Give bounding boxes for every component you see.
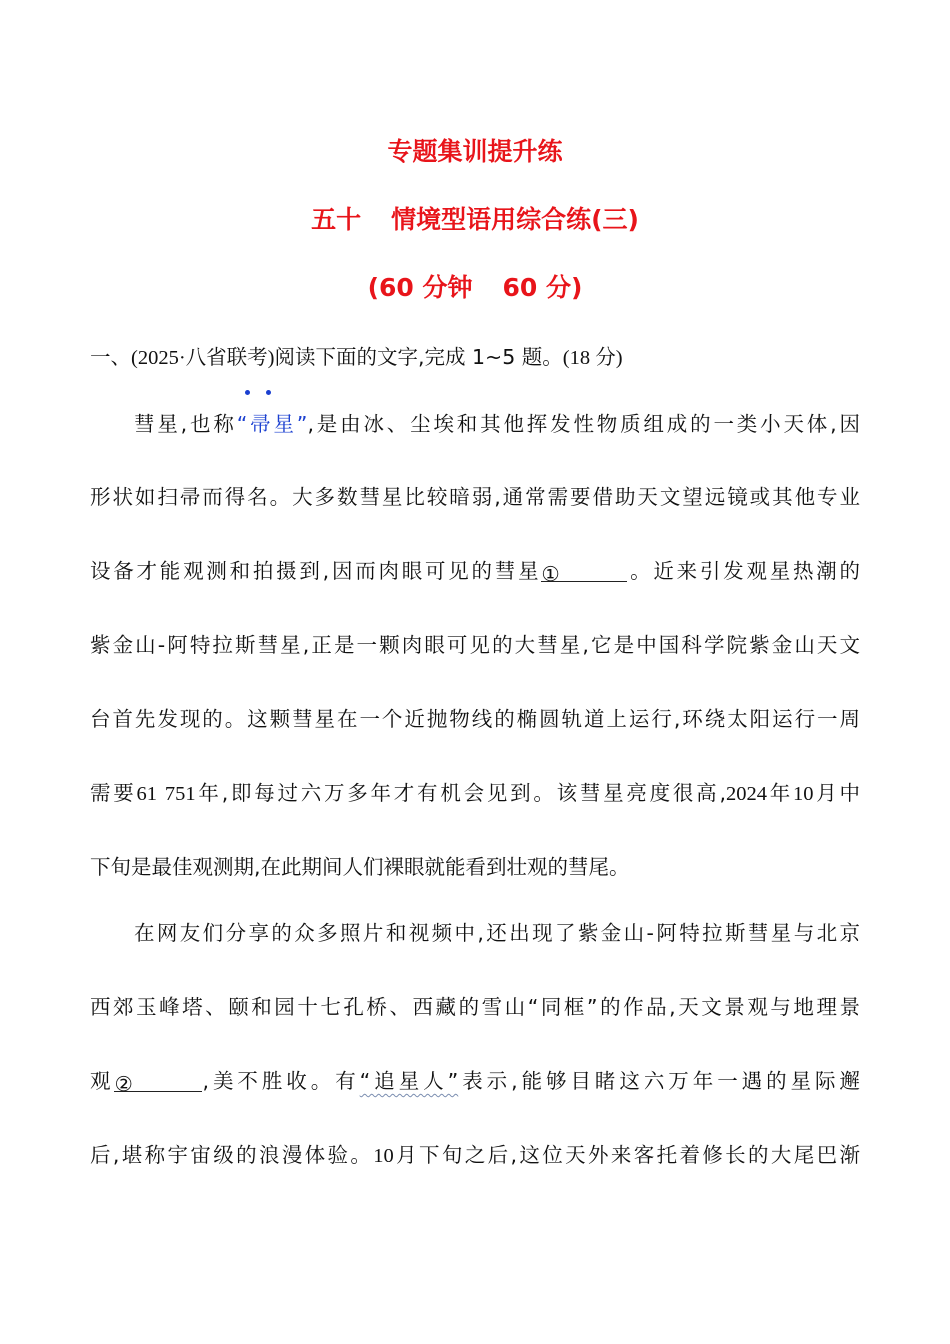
time-limit: (60 分钟 — [367, 273, 473, 302]
lesson-number: 五十 — [311, 205, 362, 234]
passage-line — [90, 409, 860, 439]
passage-text: 。近来引发观星热潮的 — [627, 559, 861, 583]
emphasized-term: “帚星” — [237, 412, 308, 436]
time-score-row — [0, 268, 950, 304]
passage-line: 西郊玉峰塔、颐和园十七孔桥、西藏的雪山“同框”的作品,天文景观与地理景 — [90, 995, 860, 1019]
passage-line: 在网友们分享的众多照片和视频中,还出现了紫金山-阿特拉斯彗星与北京 — [134, 921, 860, 945]
passage-line: 形状如扫帚而得名。大多数彗星比较暗弱,通常需要借助天文望远镜或其他专业 — [90, 485, 860, 509]
question-source: (2025·八省联考) — [131, 347, 275, 369]
question-instruction: 阅读下面的文字,完成 1~5 题。 — [274, 345, 563, 369]
emphasis-dot — [266, 390, 271, 395]
passage-line: 后,堪称宇宙级的浪漫体验。10月下旬之后,这位天外来客托着修长的大尾巴渐 — [90, 1143, 861, 1167]
passage-line: 观② ,美不胜收。有“追星人”表示,能够目睹这六万年一遇的星际邂 — [90, 1069, 860, 1096]
answer-blank-2[interactable]: ② — [114, 1069, 202, 1092]
passage-line — [90, 556, 860, 586]
series-title: 专题集训提升练 — [387, 137, 563, 166]
passage-line: 紫金山-阿特拉斯彗星,正是一颗肉眼可见的大彗星,它是中国科学院紫金山天文 — [90, 633, 860, 657]
lesson-title: 情境型语用综合练(三) — [391, 205, 639, 234]
emphasis-dot — [245, 390, 250, 395]
total-score: 60 分) — [502, 273, 583, 302]
question-heading — [90, 342, 860, 373]
answer-blank-1[interactable]: ① — [541, 559, 627, 582]
lesson-title-row — [0, 200, 950, 236]
wavy-underlined-term: “追星人” — [359, 1069, 459, 1093]
question-label: 一、 — [90, 345, 131, 369]
question-points: (18 分) — [562, 347, 623, 369]
passage-text: 彗星,也称 — [134, 412, 237, 436]
passage-line: 下旬是最佳观测期,在此期间人们裸眼就能看到壮观的彗尾。 — [90, 855, 630, 879]
passage-line: 需要61 751年,即每过六万多年才有机会见到。该彗星亮度很高,2024年10月中 — [90, 781, 861, 805]
passage-text: ,是由冰、尘埃和其他挥发性物质组成的一类小天体,因 — [307, 412, 860, 436]
passage-text: 设备才能观测和拍摄到,因而肉眼可见的彗星 — [90, 559, 542, 583]
passage-line: 台首先发现的。这颗彗星在一个近抛物线的椭圆轨道上运行,环绕太阳运行一周 — [90, 707, 860, 731]
